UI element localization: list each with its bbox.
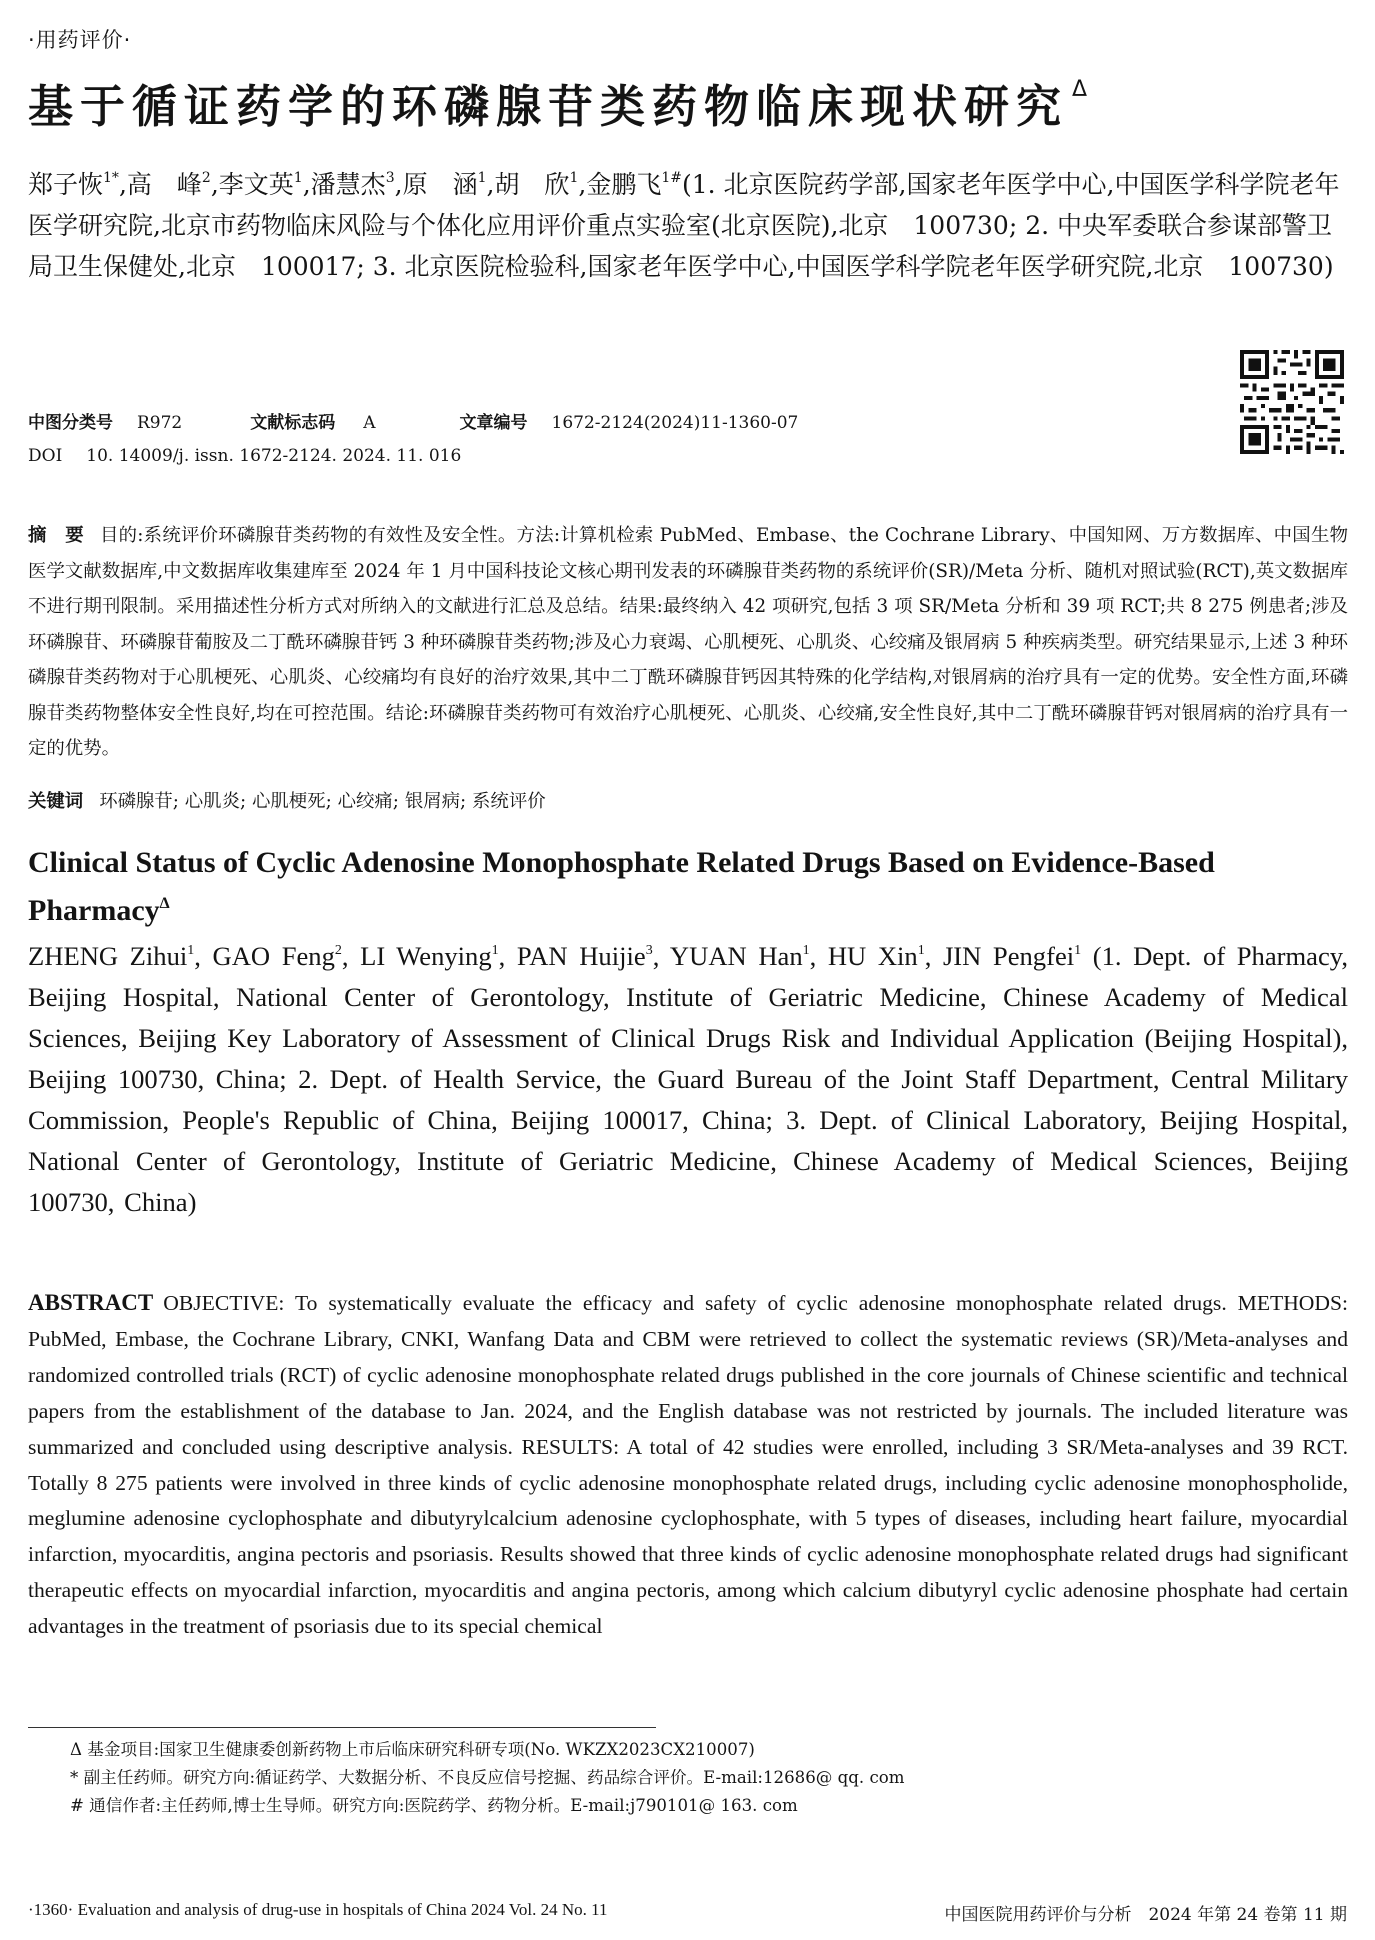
cn-author-block: 郑子恢$^{1*}$,高 峰$^2$,李文英$^1$,潘慧杰$^3$,原 涵$^1$,胡 欣$^1$,金鹏飞$^{1\#}$(1. 北京医院药学部,国家老年医学中心,中国医学科学院老年医学研究院,北京市药物临床风险与个体化应用评价重点实验室(北京医院),北京 100730; 2. 中央军委联合参谋部警卫局卫生保健处,北京 100017; 3. 北京医院检验科,国家老年医学中心,中国医学科学院老年医学研究院,北京 100730) <box>28 170 1340 281</box>
author-sup: 1 <box>187 943 195 958</box>
author-sup: 2 <box>201 170 211 186</box>
author-name: 原 涵 <box>402 170 478 199</box>
author-sup: 1 <box>491 943 499 958</box>
qr-code-icon <box>1240 350 1344 454</box>
doi-label: DOI <box>28 446 63 466</box>
title-fund-mark: Δ <box>1072 77 1088 102</box>
author-name: HU Xin <box>827 941 918 971</box>
author-sup: 1* <box>103 170 119 186</box>
section-tag: ·用药评价· <box>28 28 132 52</box>
article-no-value: 1672-2124(2024)11-1360-07 <box>551 413 799 433</box>
clc-label: 中图分类号 <box>28 413 113 433</box>
article-no-label: 文章编号 <box>459 413 528 433</box>
author-name: ZHENG Zihui <box>28 941 188 971</box>
author-name: 潘慧杰 <box>310 170 386 199</box>
en-abstract-text: OBJECTIVE: To systematically evaluate the efficacy and safety of cyclic adenosine monophosphate related drugs. METHODS: PubMed, Embase, the Cochrane Library, CNKI, Wanfang Data and CBM were retrieved to collect the systematic reviews (SR)/Meta-analyses and randomized controlled trials (RCT) of cyclic adenosine monophosphate related drugs published in the core journals of Chinese scientific and technical papers from the establishment of the database to Jan. 2024, and the English database was not restricted by journals. The included literature was summarized and concluded using descriptive analysis. RESULTS: A total of 42 studies were enrolled, including 3 SR/Meta-analyses and 39 RCT. Totally 8 275 patients were involved in three kinds of cyclic adenosine monophosphate related drugs, including cyclic adenosine monophospholide, meglumine adenosine cyclophosphate and dibutyrylcalcium adenosine cyclophosphate, with 5 types of diseases, including heart failure, myocardial infarction, myocarditis, angina pectoris and psoriasis. Results showed that three kinds of cyclic adenosine monophosphate related drugs had significant therapeutic effects on myocardial infarction, myocarditis and angina pectoris, among which calcium dibutyryl cyclic adenosine phosphate had certain advantages in the treatment of psoriasis due to its special chemical <box>28 1291 1348 1639</box>
author-sup: 2 <box>334 943 342 958</box>
author-sup: 1 <box>1074 943 1082 958</box>
cn-affiliations: (1. 北京医院药学部,国家老年医学中心,中国医学科学院老年医学研究院,北京市药物临床风险与个体化应用评价重点实验室(北京医院),北京 100730; 2. 中央军委联合参谋部警卫局卫生保健处,北京 100017; 3. 北京医院检验科,国家老年医学中心,中国医学科学院老年医学研究院,北京 100730) <box>28 170 1340 281</box>
cn-abstract-text: 目的:系统评价环磷腺苷类药物的有效性及安全性。方法:计算机检索 PubMed、Embase、the Cochrane Library、中国知网、万方数据库、中国生物医学文献数据库,中文数据库收集建库至 2024 年 1 月中国科技论文核心期刊发表的环磷腺苷类药物的系统评价(SR)/Meta 分析、随机对照试验(RCT),英文数据库不进行期刊限制。采用描述性分析方式对所纳入的文献进行汇总及总结。结果:最终纳入 42 项研究,包括 3 项 SR/Meta 分析和 39 项 RCT;共 8 275 例患者;涉及环磷腺苷、环磷腺苷葡胺及二丁酰环磷腺苷钙 3 种环磷腺苷类药物;涉及心力衰竭、心肌梗死、心肌炎、心绞痛及银屑病 5 种疾病类型。研究结果显示,上述 3 种环磷腺苷类药物对于心肌梗死、心肌炎、心绞痛均有良好的治疗效果,其中二丁酰环磷腺苷钙因其特殊的化学结构,对银屑病的治疗具有一定的优势。安全性方面,环磷腺苷类药物整体安全性良好,均在可控范围。结论:环磷腺苷类药物可有效治疗心肌梗死、心肌炎、心绞痛,安全性良好,其中二丁酰环磷腺苷钙对银屑病的治疗具有一定的优势。 <box>28 525 1348 759</box>
cn-keywords-label: 关键词 <box>28 791 84 812</box>
page-footer-right: 中国医院用药评价与分析 2024 年第 24 卷第 11 期 <box>944 1905 1347 1925</box>
title-text: 基于循证药学的环磷腺苷类药物临床现状研究 <box>28 80 1069 133</box>
en-affiliations: (1. Dept. of Pharmacy, Beijing Hospital, National Center of Gerontology, Institute of Geriatric Medicine, Chinese Academy of Medical Sciences, Beijing Key Laboratory of Assessment of Clinical Drugs Risk and Individual Application (Beijing Hospital), Beijing 100730, China; 2. Dept. of Health Service, the Guard Bureau of the Joint Staff Department, Central Military Commission, People's Republic of China, Beijing 100017, China; 3. Dept. of Clinical Laboratory, Beijing Hospital, National Center of Gerontology, Institute of Geriatric Medicine, Chinese Academy of Medical Sciences, Beijing 100730, China) <box>28 941 1348 1217</box>
author-sup: 1# <box>661 170 682 186</box>
cn-keywords-text: 环磷腺苷; 心肌炎; 心肌梗死; 心绞痛; 银屑病; 系统评价 <box>99 791 546 812</box>
author-name: PAN Huijie <box>516 941 646 971</box>
author-sup: 1 <box>569 170 579 186</box>
en-abstract-label: ABSTRACT <box>28 1290 154 1315</box>
footnotes <box>70 1736 1310 1820</box>
author-name: 高 峰 <box>126 170 202 199</box>
doc-code-label: 文献标志码 <box>250 413 336 433</box>
author-sup: 1 <box>477 170 487 186</box>
doi-value[interactable]: 10. 14009/j. issn. 1672-2124. 2024. 11. 016 <box>86 446 462 466</box>
en-title <box>28 842 1348 931</box>
author-sup: 1 <box>917 943 925 958</box>
author-sup: 1 <box>802 943 810 958</box>
clc-value: R972 <box>137 413 183 433</box>
author-name: 金鹏飞 <box>586 170 662 199</box>
en-author-block: ZHENG Zihui$^1$, GAO Feng$^2$, LI Wenying$^1$, PAN Huijie$^3$, YUAN Han$^1$, HU Xin$^1$, JIN Pengfei$^1$ (1. Dept. of Pharmacy, Beijing Hospital, National Center of Gerontology, Institute of Geriatric Medicine, Chinese Academy of Medical Sciences, Beijing Key Laboratory of Assessment of Clinical Drugs Risk and Individual Application (Beijing Hospital), Beijing 100730, China; 2. Dept. of Health Service, the Guard Bureau of the Joint Staff Department, Central Military Commission, People's Republic of China, Beijing 100017, China; 3. Dept. of Clinical Laboratory, Beijing Hospital, National Center of Gerontology, Institute of Geriatric Medicine, Chinese Academy of Medical Sciences, Beijing 100730, China) <box>28 941 1348 1217</box>
author-name: LI Wenying <box>360 941 492 971</box>
author-name: JIN Pengfei <box>942 941 1075 971</box>
en-abstract <box>28 1285 1348 1645</box>
page-footer-left: ·1360· Evaluation and analysis of drug-use in hospitals of China 2024 Vol. 24 No. 11 <box>28 1900 608 1919</box>
footnote-fund: Δ 基金项目:国家卫生健康委创新药物上市后临床研究科研专项(No. WKZX2023CX210007) <box>70 1740 755 1759</box>
author-name: YUAN Han <box>669 941 803 971</box>
page-title <box>28 70 1087 135</box>
author-sup: 3 <box>645 943 653 958</box>
footnote-corresponding-author: # 通信作者:主任药师,博士生导师。研究方向:医院药学、药物分析。E-mail:j790101@ 163. com <box>70 1796 798 1815</box>
doi-line <box>28 446 461 466</box>
author-sup: 1 <box>293 170 303 186</box>
footnote-divider <box>28 1727 656 1728</box>
doc-code-value: A <box>363 413 376 433</box>
author-name: 胡 欣 <box>494 170 570 199</box>
author-name: GAO Feng <box>212 941 335 971</box>
cn-keywords <box>28 787 1348 813</box>
author-name: 李文英 <box>218 170 294 199</box>
cn-abstract-label: 摘 要 <box>28 525 84 546</box>
author-name: 郑子恢 <box>28 170 104 199</box>
author-sup: 3 <box>385 170 395 186</box>
classification-line <box>28 408 798 433</box>
footnote-first-author: * 副主任药师。研究方向:循证药学、大数据分析、不良反应信号挖掘、药品综合评价。E-mail:12686@ qq. com <box>70 1768 905 1787</box>
en-title-text: Clinical Status of Cyclic Adenosine Monophosphate Related Drugs Based on Evidence-Based Pharmacy <box>28 846 1215 927</box>
en-title-fund-mark: Δ <box>159 895 170 912</box>
cn-abstract <box>28 518 1348 767</box>
